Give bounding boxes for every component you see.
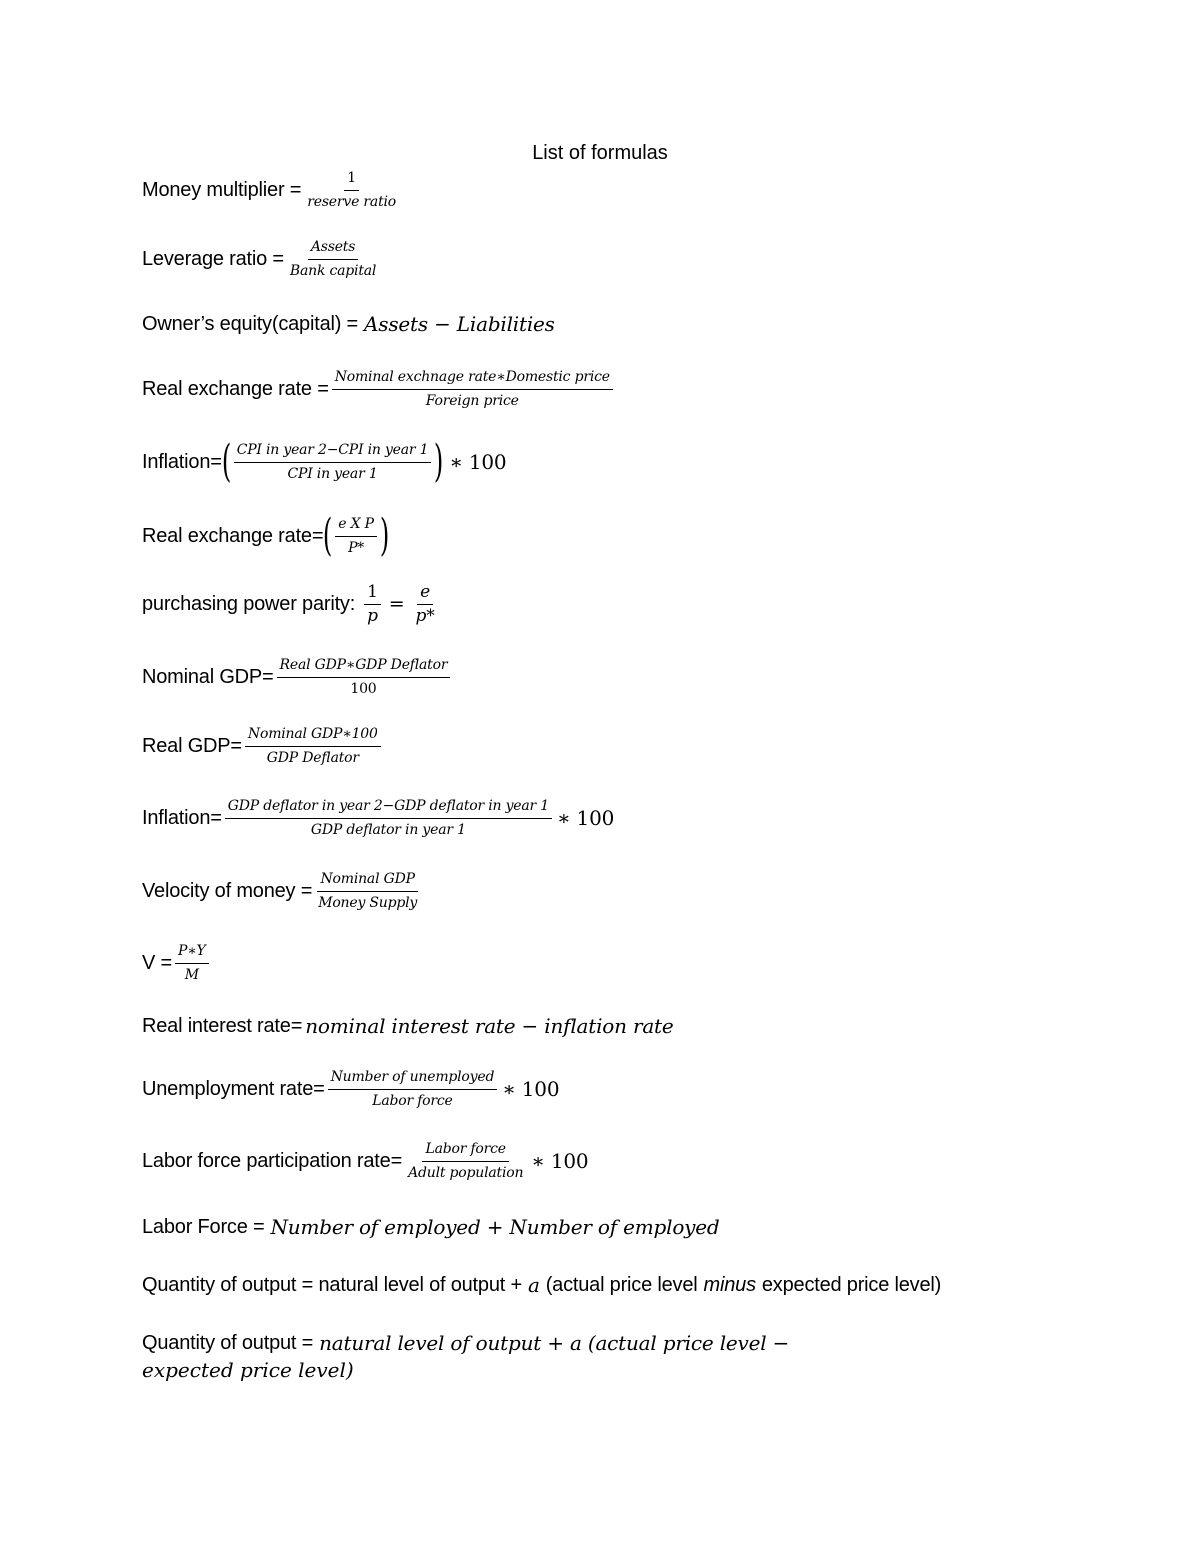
formula-inflation-deflator [142, 788, 614, 848]
formula-inflation-cpi [142, 432, 506, 492]
denominator: M [184, 966, 199, 983]
formula-label: Real GDP= [142, 734, 242, 757]
numerator: e [417, 584, 433, 605]
formula-label: Labor Force = [142, 1215, 265, 1238]
fraction [225, 798, 552, 839]
formula-label: V = [142, 951, 172, 974]
formula-label: Labor force participation rate= [142, 1149, 403, 1172]
formula-label: Inflation= [142, 450, 222, 473]
formula-real-exchange-rate-short [142, 506, 389, 566]
formula-purchasing-power-parity [142, 574, 441, 634]
formula-nominal-gdp [142, 647, 453, 707]
fraction [277, 657, 451, 698]
formula-label: Inflation= [142, 806, 222, 829]
formula-label: Nominal GDP= [142, 665, 274, 688]
numerator: e X P [335, 516, 377, 537]
formula-tail: ∗ 100 [449, 450, 507, 474]
numerator: 1 [344, 170, 359, 191]
page-title: List of formulas [532, 142, 668, 164]
numerator: 1 [364, 584, 381, 605]
denominator: Adult population [408, 1164, 524, 1181]
fraction [287, 239, 379, 280]
denominator: Money Supply [318, 894, 418, 911]
formula-unemployment-rate [142, 1059, 559, 1119]
formula-real-exchange-rate [142, 359, 616, 419]
fraction [328, 1069, 498, 1110]
formula-tail: ∗ 100 [531, 1149, 589, 1173]
numerator: Assets [308, 239, 358, 260]
formula-real-gdp [142, 716, 384, 776]
numerator: Nominal GDP [317, 871, 417, 892]
formula-tail: ∗ 100 [557, 806, 615, 830]
denominator: GDP Deflator [266, 749, 359, 766]
formula-leverage-ratio [142, 229, 382, 289]
fraction [332, 369, 613, 410]
formula-money-multiplier [142, 160, 402, 220]
formula-expression: Number of employed + Number of employed [270, 1215, 720, 1239]
fraction-left [364, 581, 381, 626]
denominator: p [367, 605, 378, 626]
fraction [405, 1141, 526, 1182]
denominator: CPI in year 1 [287, 465, 378, 482]
formula-label: Quantity of output = natural level of output + [142, 1273, 522, 1296]
numerator: Nominal exchnage rate∗Domestic price [332, 369, 613, 390]
minus-word: minus [703, 1273, 756, 1296]
formula-tail: ∗ 100 [502, 1077, 560, 1101]
formula-label: Unemployment rate= [142, 1077, 325, 1100]
formula-label: Real interest rate= [142, 1014, 303, 1037]
fraction [245, 726, 381, 767]
formula-real-interest-rate [142, 996, 674, 1056]
formula-velocity-of-money [142, 861, 423, 921]
fraction [234, 442, 432, 483]
formula-expression-line2: expected price level) [142, 1358, 354, 1382]
numerator: Labor force [422, 1141, 508, 1162]
fraction [335, 516, 377, 557]
right-paren: ) [379, 510, 390, 561]
denominator: GDP deflator in year 1 [310, 821, 466, 838]
formula-owners-equity [142, 294, 555, 354]
denominator: p* [415, 605, 435, 626]
coefficient-a: a [527, 1273, 540, 1297]
numerator: P∗Y [175, 943, 209, 964]
formula-label: Leverage ratio = [142, 247, 284, 270]
formula-label: Real exchange rate = [142, 377, 329, 400]
denominator: Labor force [372, 1092, 453, 1109]
formula-v [142, 933, 212, 993]
numerator: Number of unemployed [328, 1069, 498, 1090]
left-paren: ( [323, 510, 333, 561]
fraction-right [413, 581, 438, 626]
formula-labor-force [142, 1197, 720, 1257]
left-paren: ( [221, 436, 231, 487]
formula-expression: nominal interest rate − inflation rate [305, 1014, 674, 1038]
fraction [315, 871, 420, 912]
numerator: Nominal GDP∗100 [245, 726, 381, 747]
denominator: Foreign price [425, 392, 519, 409]
formula-label: Quantity of output = [142, 1331, 314, 1354]
fraction [304, 170, 399, 211]
numerator: Real GDP∗GDP Deflator [277, 657, 451, 678]
formula-text: expected price level) [761, 1273, 942, 1296]
formula-label: Velocity of money = [142, 879, 313, 902]
formula-label: Money multiplier = [142, 178, 302, 201]
denominator: reserve ratio [307, 193, 397, 210]
numerator: CPI in year 2−CPI in year 1 [234, 442, 432, 463]
equals-sign: = [388, 593, 405, 615]
formula-text: (actual price level [545, 1273, 698, 1296]
denominator: 100 [350, 680, 377, 697]
numerator: GDP deflator in year 2−GDP deflator in year 1 [225, 798, 552, 819]
formula-expression-line1: natural level of output + a (actual price level − [319, 1331, 790, 1355]
formula-labor-force-participation-rate [142, 1131, 588, 1191]
right-paren: ) [434, 436, 444, 487]
fraction [175, 943, 209, 984]
denominator: Bank capital [289, 262, 377, 279]
formula-expression: Assets − Liabilities [364, 312, 555, 336]
formula-label: Real exchange rate= [142, 524, 324, 547]
formula-quantity-of-output-continuation [142, 1358, 354, 1383]
denominator: P* [348, 539, 365, 556]
formula-quantity-of-output-text [142, 1255, 941, 1315]
formula-label: purchasing power parity: [142, 592, 356, 615]
formula-label: Owner’s equity(capital) = [142, 312, 359, 335]
